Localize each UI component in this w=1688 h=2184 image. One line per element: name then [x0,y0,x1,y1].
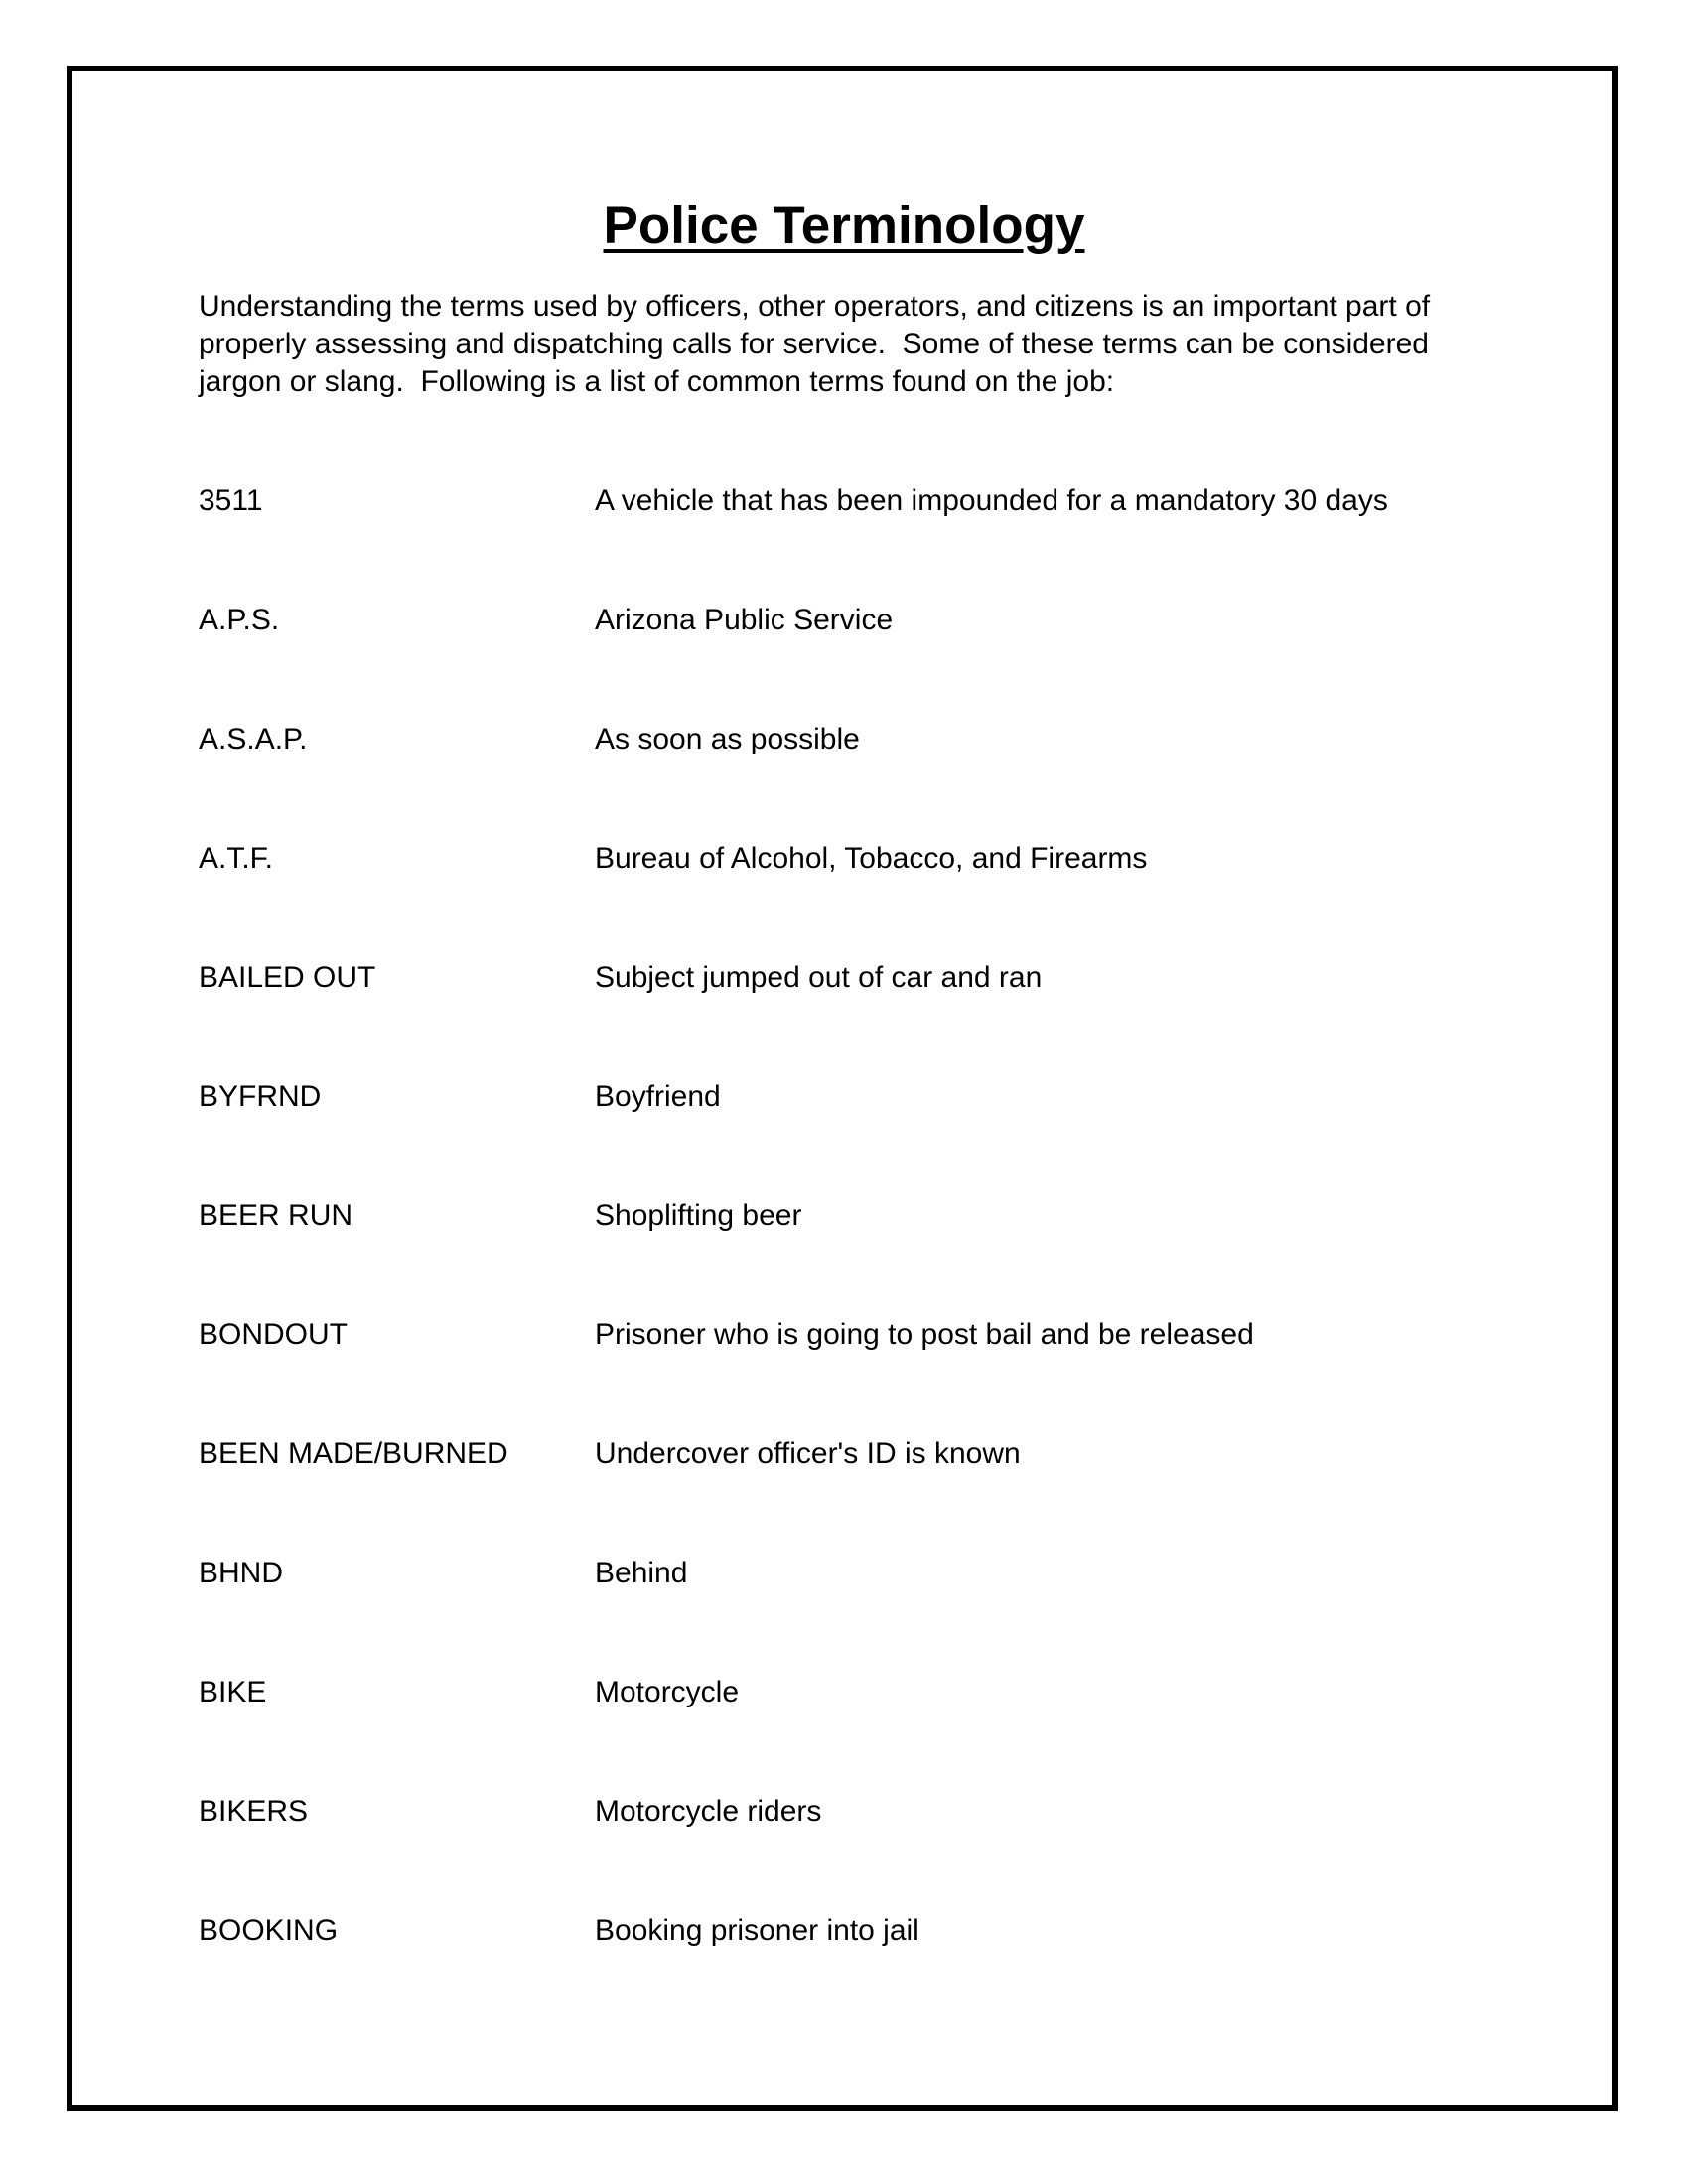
term-row [199,1436,1489,1556]
term: BEER RUN [199,1199,353,1232]
term-definition: Bureau of Alcohol, Tobacco, and Firearms [595,842,1148,875]
page-title: Police Terminology [603,197,1085,255]
term-row [199,1079,1489,1198]
term-row [199,722,1489,841]
term-definition: Motorcycle riders [595,1795,822,1828]
term: BEEN MADE/BURNED [199,1437,508,1470]
term-definition: Undercover officer's ID is known [595,1437,1021,1470]
term: BHND [199,1557,284,1589]
term-definition: Arizona Public Service [595,604,894,636]
term: A.T.F. [199,842,274,875]
term-definition: Boyfriend [595,1080,721,1113]
term-row [199,603,1489,722]
term: BONDOUT [199,1318,348,1351]
term-row [199,1794,1489,1913]
term: A.P.S. [199,604,280,636]
term-definition: As soon as possible [595,723,860,755]
terminology-list [199,483,1489,2032]
term-definition: A vehicle that has been impounded for a mandatory 30 days [595,484,1388,517]
term: BIKE [199,1676,267,1708]
intro-line: jargon or slang. Following is a list of common terms found on the job: [199,365,1115,398]
term-row [199,841,1489,960]
term: 3511 [199,484,263,517]
term: BAILED OUT [199,961,376,994]
term: BIKERS [199,1795,309,1828]
term: A.S.A.P. [199,723,308,755]
term-row [199,1913,1489,2032]
term-definition: Subject jumped out of car and ran [595,961,1043,994]
intro-line: Understanding the terms used by officers, other operators, and citizens is an important part of [199,290,1431,323]
term-definition: Booking prisoner into jail [595,1914,919,1947]
term-row [199,483,1489,603]
term-definition: Behind [595,1557,688,1589]
term: BOOKING [199,1914,339,1947]
term-row [199,1556,1489,1675]
term-definition: Shoplifting beer [595,1199,802,1232]
intro-paragraph [199,288,1489,401]
term-definition: Motorcycle [595,1676,740,1708]
term-row [199,1675,1489,1794]
term: BYFRND [199,1080,322,1113]
term-definition: Prisoner who is going to post bail and be released [595,1318,1254,1351]
term-row [199,1198,1489,1317]
intro-line: properly assessing and dispatching calls for service. Some of these terms can be considered [199,328,1429,360]
term-row [199,1317,1489,1436]
term-row [199,960,1489,1079]
